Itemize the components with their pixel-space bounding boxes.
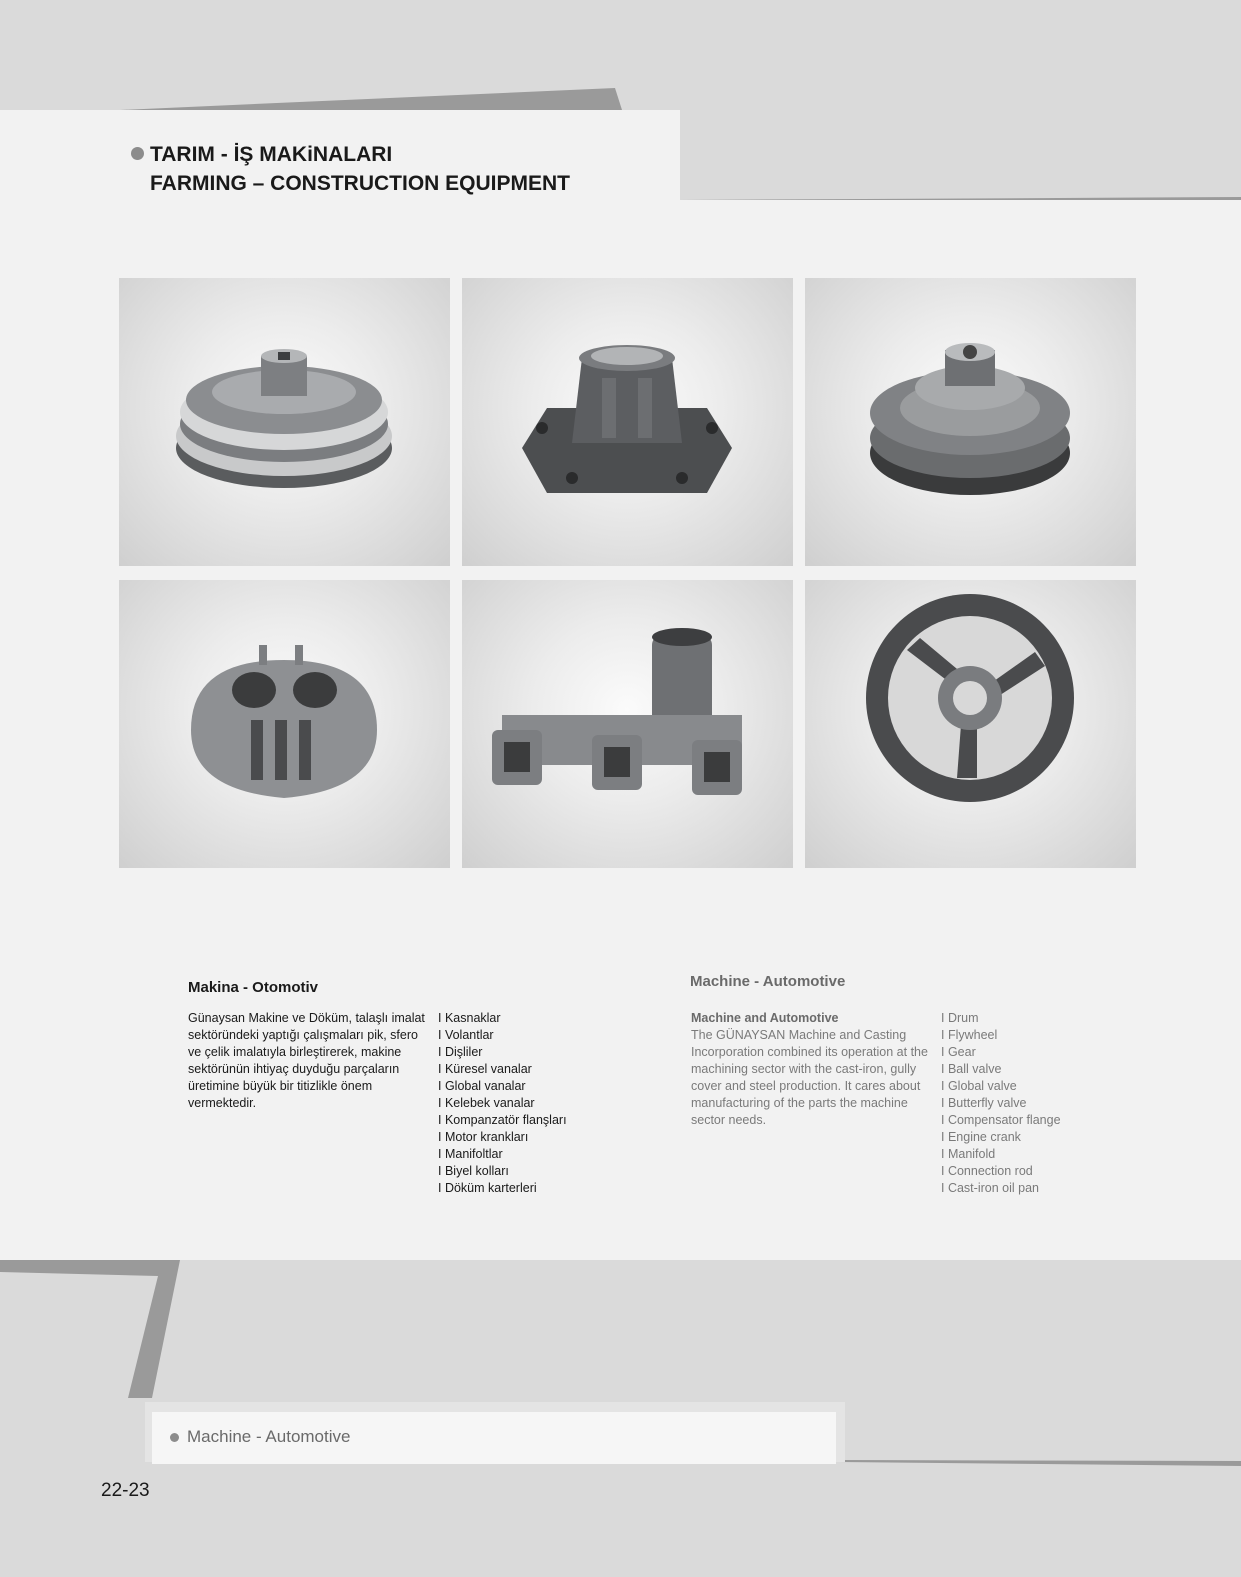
pulley-icon xyxy=(119,278,450,566)
list-item: I Kasnaklar xyxy=(438,1010,567,1027)
photo-handwheel xyxy=(805,580,1136,868)
description-lead-en: Machine and Automotive xyxy=(691,1011,839,1025)
description-text-en: The GÜNAYSAN Machine and Casting Incorporation combined its operation at the machining sector with the cast-iron, gully cover and steel production. It cares about manufacturing of the parts the machine sector needs. xyxy=(691,1028,928,1127)
list-item: I Dişliler xyxy=(438,1044,567,1061)
list-item: I Connection rod xyxy=(941,1163,1061,1180)
exhaust-manifold-icon xyxy=(462,580,793,868)
list-item: I Butterfly valve xyxy=(941,1095,1061,1112)
photo-pulley xyxy=(119,278,450,566)
list-item: I Volantlar xyxy=(438,1027,567,1044)
page-title-en: FARMING – CONSTRUCTION EQUIPMENT xyxy=(150,172,571,195)
bullet-icon xyxy=(131,147,144,160)
list-item: I Döküm karterleri xyxy=(438,1180,567,1197)
list-item: I Küresel vanalar xyxy=(438,1061,567,1078)
product-list-en xyxy=(941,1010,1061,1197)
list-item: I Kelebek vanalar xyxy=(438,1095,567,1112)
page-number: 22-23 xyxy=(101,1480,150,1501)
list-item: I Flywheel xyxy=(941,1027,1061,1044)
page-title-tr: TARIM - İŞ MAKiNALARI xyxy=(150,143,393,166)
handwheel-icon xyxy=(805,580,1136,868)
list-item: I Motor krankları xyxy=(438,1129,567,1146)
description-tr: Günaysan Makine ve Döküm, talaşlı imalat sektöründeki yaptığı çalışmaları pik, sfero ve çelik imalatıyla birleştirerek, makine sektörünün ihtiyaç duyduğu parçaların üretimine büyük bir titizlikle önem vermektedir. xyxy=(188,1011,425,1110)
clutch-pulley-icon xyxy=(805,278,1136,566)
list-item: I Kompanzatör flanşları xyxy=(438,1112,567,1129)
product-list-tr xyxy=(438,1010,567,1197)
engine-bracket-icon xyxy=(119,580,450,868)
section-heading-en: Machine - Automotive xyxy=(690,973,846,990)
photo-wheel-hub xyxy=(462,278,793,566)
photo-engine-bracket xyxy=(119,580,450,868)
list-item: I Cast-iron oil pan xyxy=(941,1180,1061,1197)
bullet-icon xyxy=(170,1433,179,1442)
list-item: I Global vanalar xyxy=(438,1078,567,1095)
list-item: I Global valve xyxy=(941,1078,1061,1095)
section-heading-tr: Makina - Otomotiv xyxy=(188,979,319,996)
list-item: I Engine crank xyxy=(941,1129,1061,1146)
description-en xyxy=(691,1010,931,1129)
photo-clutch-pulley xyxy=(805,278,1136,566)
list-item: I Manifold xyxy=(941,1146,1061,1163)
list-item: I Gear xyxy=(941,1044,1061,1061)
list-item: I Manifoltlar xyxy=(438,1146,567,1163)
footer-section-label: Machine - Automotive xyxy=(187,1427,351,1446)
list-item: I Ball valve xyxy=(941,1061,1061,1078)
photo-exhaust-manifold xyxy=(462,580,793,868)
wheel-hub-icon xyxy=(462,278,793,566)
list-item: I Biyel kolları xyxy=(438,1163,567,1180)
list-item: I Compensator flange xyxy=(941,1112,1061,1129)
list-item: I Drum xyxy=(941,1010,1061,1027)
